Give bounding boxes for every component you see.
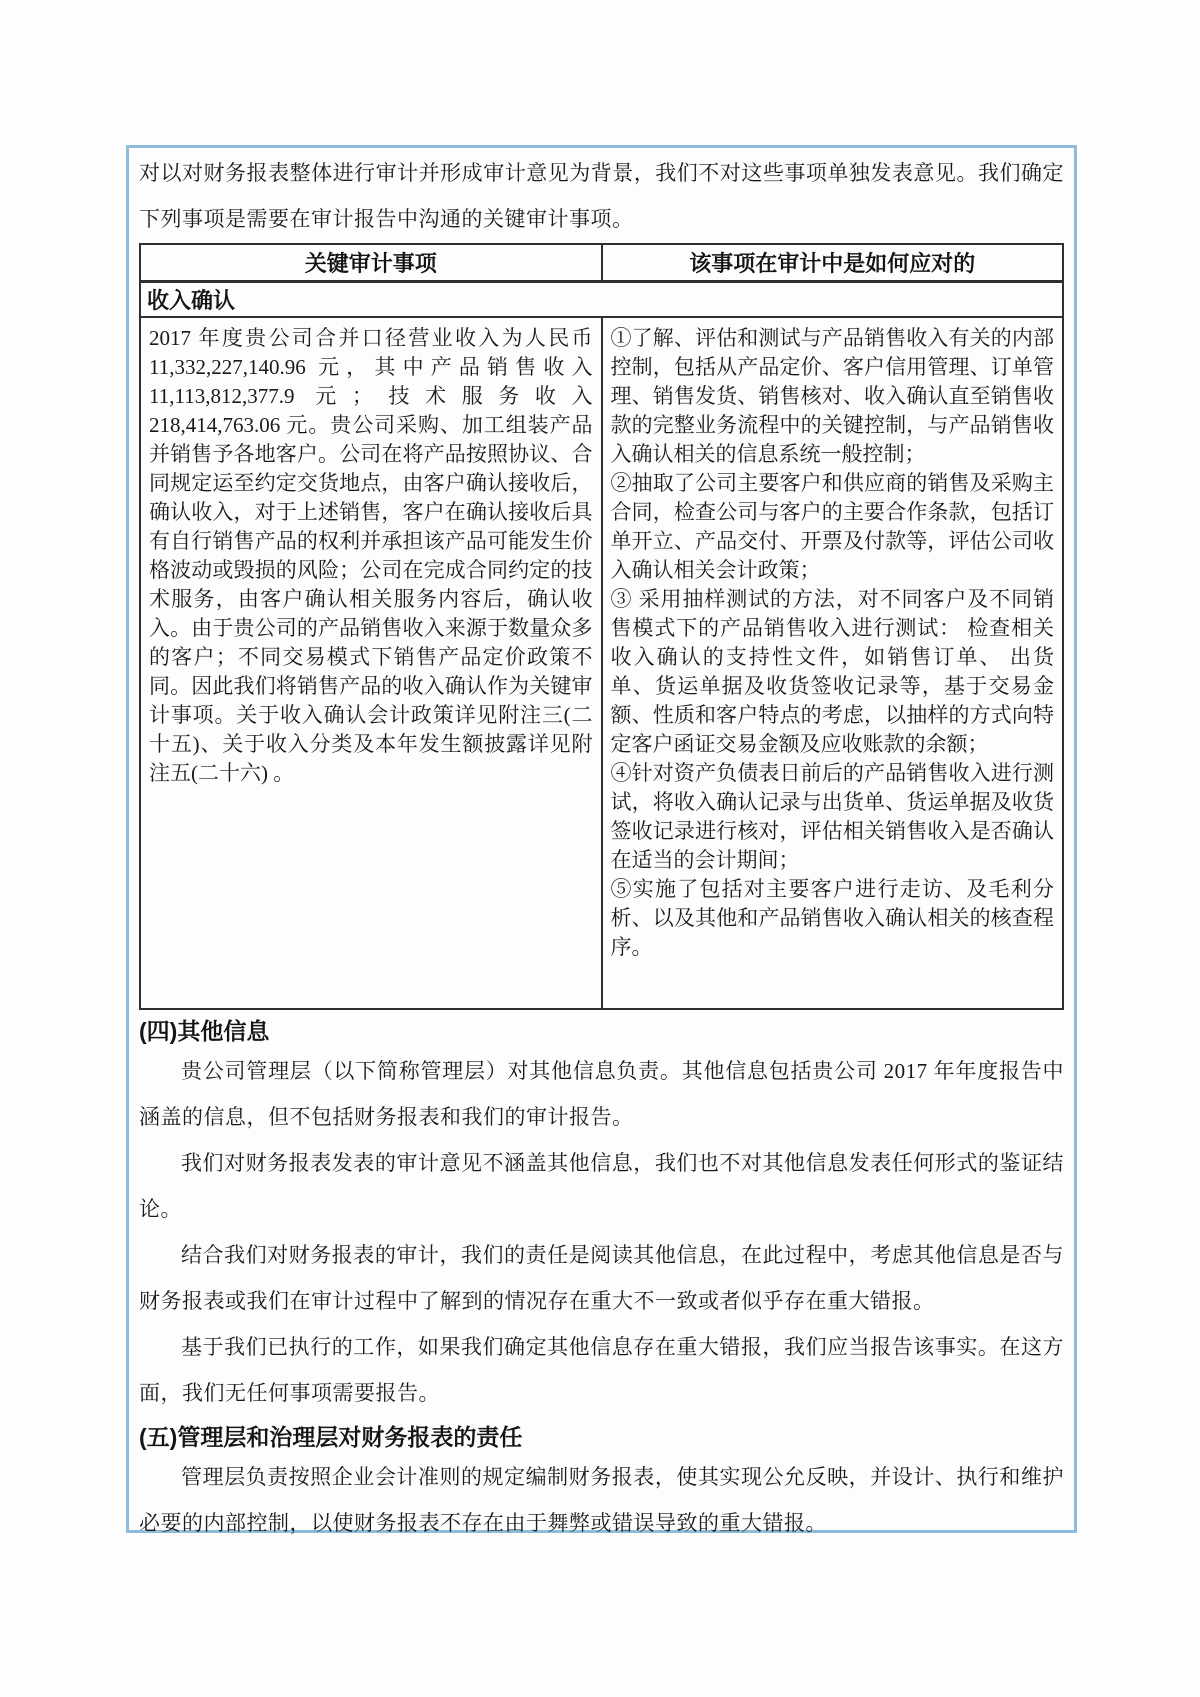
table-content-row — [140, 317, 1063, 1009]
section-4-paragraph-4: 基于我们已执行的工作，如果我们确定其他信息存在重大错报，我们应当报告该事实。在这方面，我们无任何事项需要报告。 — [139, 1335, 1064, 1405]
column-header-audit-response: 该事项在审计中是如何应对的 — [602, 244, 1064, 282]
section-5-heading: (五)管理层和治理层对财务报表的责任 — [139, 1424, 523, 1450]
section-4-paragraph-1: 贵公司管理层（以下简称管理层）对其他信息负责。其他信息包括贵公司 2017 年年度报告中涵盖的信息，但不包括财务报表和我们的审计报告。 — [139, 1059, 1064, 1129]
audit-procedure-item-4: ④针对资产负债表日前后的产品销售收入进行测试，将收入确认记录与出货单、货运单据及收货签收记录进行核对，评估相关销售收入是否确认在适当的会计期间； — [610, 761, 1054, 872]
audit-procedure-item-1: ①了解、评估和测试与产品销售收入有关的内部控制，包括从产品定价、客户信用管理、订单管理、销售发货、销售核对、收入确认直至销售收款的完整业务流程中的关键控制，与产品销售收入确认相关的信息系统一般控制； — [610, 326, 1054, 466]
key-audit-matter-cell — [140, 317, 602, 1009]
section-4-paragraph-3: 结合我们对财务报表的审计，我们的责任是阅读其他信息，在此过程中，考虑其他信息是否与财务报表或我们在审计过程中了解到的情况存在重大不一致或者似乎存在重大错报。 — [139, 1243, 1064, 1313]
content-box — [126, 145, 1077, 1533]
column-header-key-audit-matter: 关键审计事项 — [140, 244, 602, 282]
section-4-heading: (四)其他信息 — [139, 1018, 270, 1044]
intro-paragraph: 对以对财务报表整体进行审计并形成审计意见为背景，我们不对这些事项单独发表意见。我们确定下列事项是需要在审计报告中沟通的关键审计事项。 — [139, 161, 1064, 231]
table-section-row — [140, 282, 1063, 318]
section-5-paragraph-1: 管理层负责按照企业会计准则的规定编制财务报表，使其实现公允反映，并设计、执行和维护必要的内部控制，以使财务报表不存在由于舞弊或错误导致的重大错报。 — [139, 1465, 1064, 1535]
audit-procedure-item-2: ②抽取了公司主要客户和供应商的销售及采购主合同，检查公司与客户的主要合作条款，包括订单开立、产品交付、开票及付款等，评估公司收入确认相关会计政策； — [610, 471, 1054, 582]
section-4-paragraph-2: 我们对财务报表发表的审计意见不涵盖其他信息，我们也不对其他信息发表任何形式的鉴证结论。 — [139, 1151, 1064, 1221]
audit-response-cell — [602, 317, 1064, 1009]
key-audit-matters-table — [139, 243, 1064, 1010]
revenue-recognition-title: 收入确认 — [140, 282, 1063, 318]
audit-procedure-item-3: ③ 采用抽样测试的方法，对不同客户及不同销售模式下的产品销售收入进行测试： 检查相关收入确认的支持性文件，如销售订单、 出货单、货运单据及收货签收记录等，基于交易金额、性质和客户特点的考虑，以抽样的方式向特定客户函证交易金额及应收账款的余额； — [610, 587, 1054, 756]
audit-procedure-item-5: ⑤实施了包括对主要客户进行走访、及毛利分析、以及其他和产品销售收入确认相关的核查程序。 — [610, 877, 1054, 959]
key-audit-matter-text: 2017 年度贵公司合并口径营业收入为人民币 11,332,227,140.96 元，其中产品销售收入 11,113,812,377.9 元；技术服务收入 218,414,763.06 元。贵公司采购、加工组装产品并销售予各地客户。公司在将产品按照协议、合同规定运至约定交货地点，由客户确认接收后，确认收入，对于上述销售，客户在确认接收后具有自行销售产品的权利并承担该产品可能发生价格波动或毁损的风险；公司在完成合同约定的技术服务，由客户确认相关服务内容后，确认收入。由于贵公司的产品销售收入来源于数量众多的客户；不同交易模式下销售产品定价政策不同。因此我们将销售产品的收入确认作为关键审计事项。关于收入确认会计政策详见附注三(二十五)、关于收入分类及本年发生额披露详见附注五(二十六) 。 — [149, 326, 593, 785]
table-header-row — [140, 244, 1063, 282]
